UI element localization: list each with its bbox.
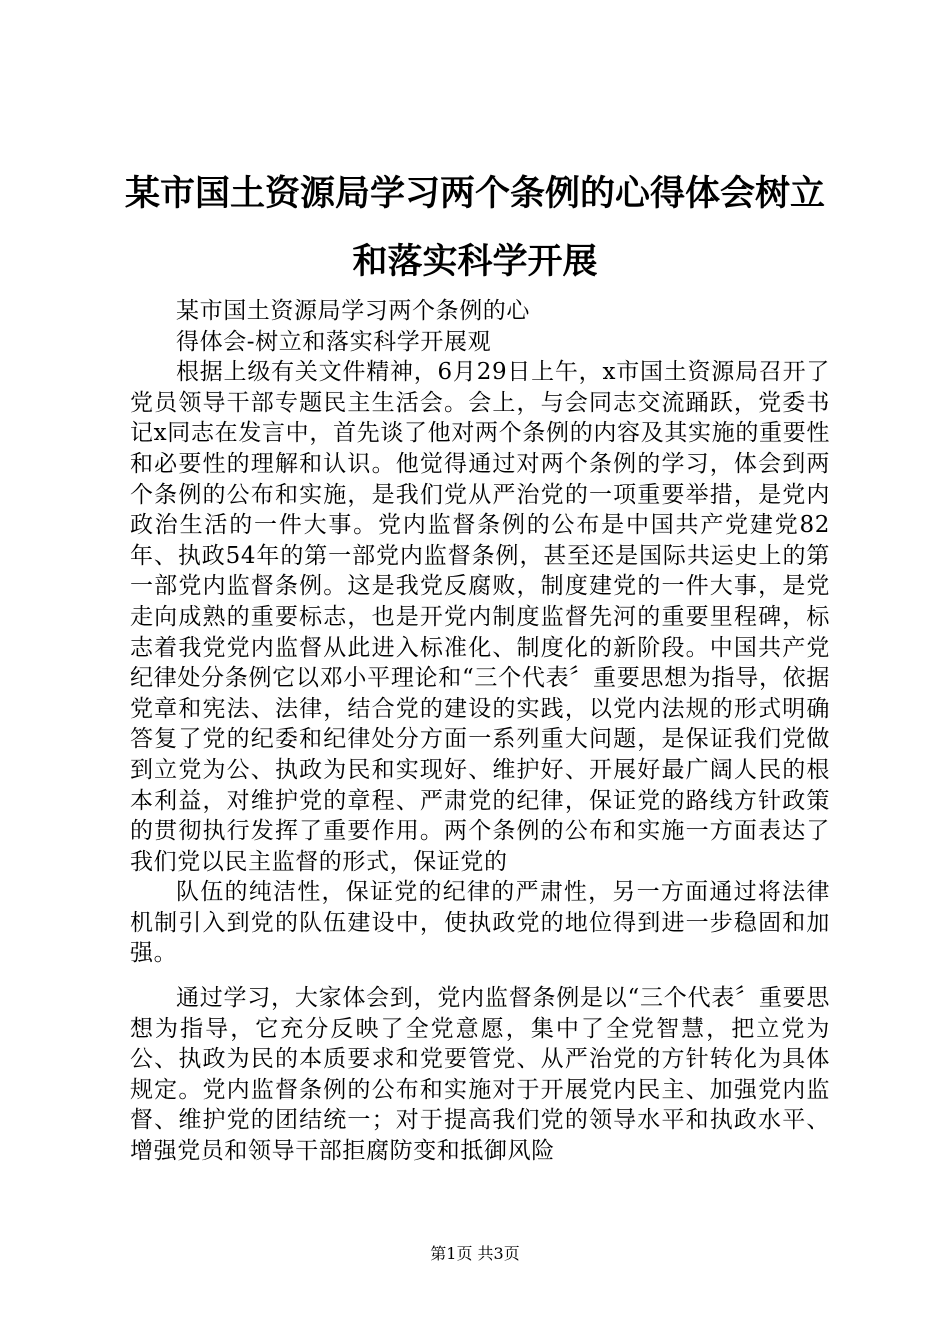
document-title: 某市国土资源局学习两个条例的心得体会树立和落实科学开展 (124, 174, 825, 282)
document-body (130, 296, 830, 1167)
paragraph-subtitle-line-2: 得体会-树立和落实科学开展观 (176, 328, 492, 355)
paragraph-continuation: 队伍的纯洁性，保证党的纪律的严肃性，另一方面通过将法律机制引入到党的队伍建设中，使执政党的地位得到进一步稳固和加强。 (130, 879, 830, 967)
paragraph-study-summary: 通过学习，大家体会到，党内监督条例是以“三个代表〞重要思想为指导，它充分反映了全党意愿，集中了全党智慧，把立党为公、执政为民的本质要求和党要管党、从严治党的方针转化为具体规定。党内监督条例的公布和实施对于开展党内民主、加强党内监督、维护党的团结统一；对于提高我们党的领导水平和执政水平、增强党员和领导干部拒腐防变和抵御风险 (130, 985, 830, 1165)
page-number-footer: 第1页 共3页 (430, 1244, 520, 1263)
paragraph-main: 根据上级有关文件精神，6月29日上午，x市国土资源局召开了党员领导干部专题民主生活会。会上，与会同志交流踊跃，党委书记x同志在发言中，首先谈了他对两个条例的内容及其实施的重要性和必要性的理解和认识。他觉得通过对两个条例的学习，体会到两个条例的公布和实施，是我们党从严治党的一项重要举措，是党内政治生活的一件大事。党内监督条例的公布是中国共产党建党82年、执政54年的第一部党内监督条例，甚至还是国际共运史上的第一部党内监督条例。这是我党反腐败，制度建党的一件大事，是党走向成熟的重要标志，也是开党内制度监督先河的重要里程碑，标志着我党党内监督从此进入标准化、制度化的新阶段。中国共产党纪律处分条例它以邓小平理论和“三个代表〞重要思想为指导，依据党章和宪法、法律，结合党的建设的实践，以党内法规的形式明确答复了党的纪委和纪律处分方面一系列重大问题，是保证我们党做到立党为公、执政为民和实现好、维护好、开展好最广阔人民的根本利益，对维护党的章程、严肃党的纪律，保证党的路线方针政策的贯彻执行发挥了重要作用。两个条例的公布和实施一方面表达了我们党以民主监督的形式，保证党的 (130, 359, 830, 875)
paragraph-subtitle-line-1: 某市国土资源局学习两个条例的心 (176, 298, 530, 324)
